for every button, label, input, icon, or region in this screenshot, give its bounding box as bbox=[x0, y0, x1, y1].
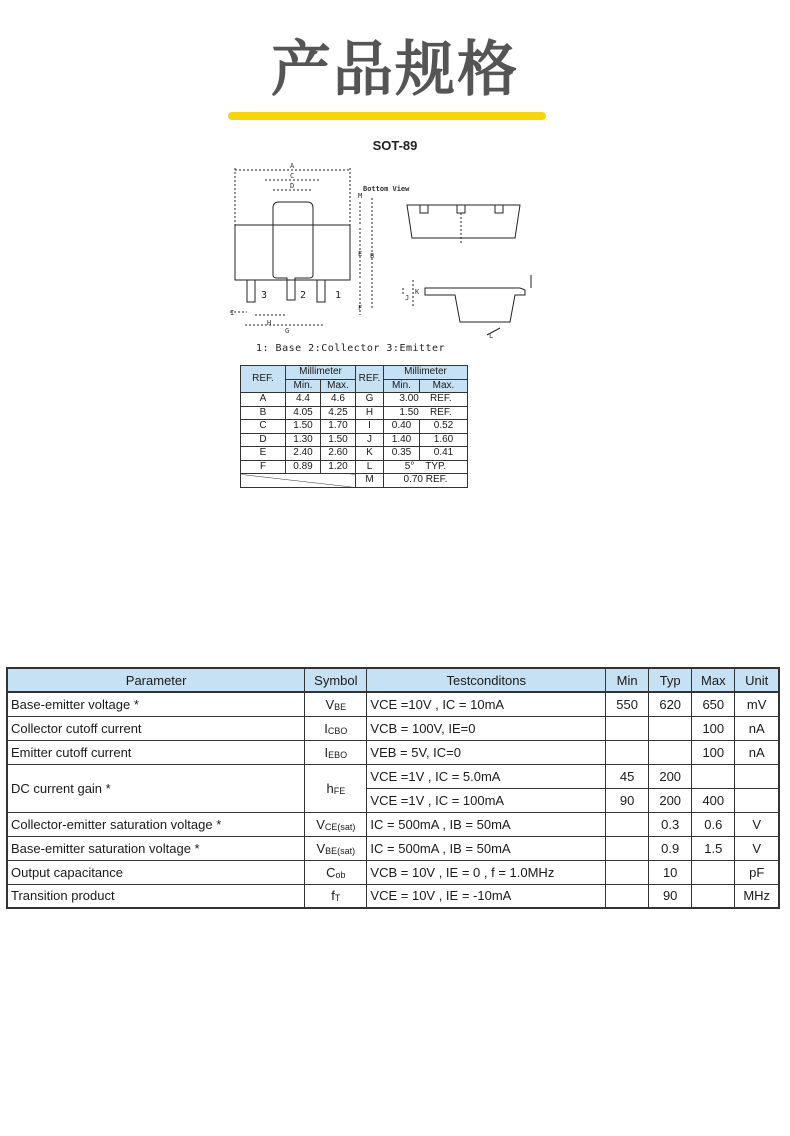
typ-cell: 10 bbox=[649, 860, 692, 884]
dims-value-2: 1.50 REF. bbox=[384, 406, 468, 420]
col-header-min: Min bbox=[606, 668, 649, 692]
symbol-cell bbox=[305, 860, 367, 884]
pin-3-lead bbox=[247, 280, 255, 302]
pin-1-lead bbox=[317, 280, 325, 302]
elec-row bbox=[7, 836, 779, 860]
symbol-main: V bbox=[325, 696, 335, 712]
symbol-subscript: T bbox=[334, 893, 341, 904]
typ-cell: 90 bbox=[649, 884, 692, 908]
pin-2-number: 2 bbox=[300, 290, 307, 301]
dims-value-2: 5° TYP. bbox=[384, 460, 468, 474]
min-cell: 90 bbox=[606, 788, 649, 812]
dims-ref-2: M bbox=[356, 474, 384, 488]
dims-ref: B bbox=[241, 406, 286, 420]
dims-ref-2: J bbox=[356, 433, 384, 447]
dims-ref-2: I bbox=[356, 420, 384, 434]
dims-max-2: 0.41 bbox=[420, 447, 468, 461]
unit-cell: nA bbox=[735, 716, 779, 740]
dims-ref-2: K bbox=[356, 447, 384, 461]
symbol-cell bbox=[305, 740, 367, 764]
package-body bbox=[235, 225, 350, 280]
param-cell: Collector-emitter saturation voltage * bbox=[7, 812, 305, 836]
collector-tab bbox=[273, 202, 313, 225]
symbol-main: I bbox=[324, 720, 328, 736]
max-cell bbox=[692, 764, 735, 788]
min-cell: 45 bbox=[606, 764, 649, 788]
symbol-subscript: FE bbox=[333, 785, 346, 796]
dims-row bbox=[241, 474, 515, 488]
condition-cell: VCB = 100V, IE=0 bbox=[367, 716, 606, 740]
dims-ref: A bbox=[241, 393, 286, 407]
elec-row bbox=[7, 884, 779, 908]
symbol-cell bbox=[305, 836, 367, 860]
min-cell bbox=[606, 836, 649, 860]
dims-min: 1.30 bbox=[286, 433, 321, 447]
unit-cell bbox=[735, 764, 779, 788]
symbol-cell bbox=[305, 884, 367, 908]
col-header-parameter: Parameter bbox=[7, 668, 305, 692]
dims-min: 4.4 bbox=[286, 393, 321, 407]
unit-cell: pF bbox=[735, 860, 779, 884]
dims-ref: F bbox=[241, 460, 286, 474]
max-cell: 400 bbox=[692, 788, 735, 812]
min-cell: 550 bbox=[606, 692, 649, 716]
dims-row bbox=[241, 420, 515, 434]
unit-cell: nA bbox=[735, 740, 779, 764]
elec-row bbox=[7, 860, 779, 884]
param-cell: Emitter cutoff current bbox=[7, 740, 305, 764]
min-cell bbox=[606, 716, 649, 740]
symbol-subscript: ob bbox=[335, 869, 346, 880]
col-header-typ: Typ bbox=[649, 668, 692, 692]
max-cell bbox=[692, 860, 735, 884]
elec-row bbox=[7, 812, 779, 836]
typ-cell: 620 bbox=[649, 692, 692, 716]
page-title: 产品规格 bbox=[271, 35, 519, 105]
condition-cell: VCE =1V , IC = 5.0mA bbox=[367, 764, 606, 788]
dims-value-2: 3.00 REF. bbox=[384, 393, 468, 407]
unit-cell: mV bbox=[735, 692, 779, 716]
package-name: SOT-89 bbox=[372, 138, 418, 153]
max-cell: 100 bbox=[692, 740, 735, 764]
condition-cell: IC = 500mA , IB = 50mA bbox=[367, 836, 606, 860]
side-view-bottom bbox=[425, 288, 525, 322]
dims-max: 4.25 bbox=[321, 406, 356, 420]
bottom-view-label: Bottom View bbox=[363, 185, 410, 193]
param-cell: Transition product bbox=[7, 884, 305, 908]
min-cell bbox=[606, 740, 649, 764]
param-cell: Collector cutoff current bbox=[7, 716, 305, 740]
symbol-subscript: CE(sat) bbox=[324, 821, 356, 832]
dims-max: 1.50 bbox=[321, 433, 356, 447]
dims-max: 1.20 bbox=[321, 460, 356, 474]
dims-max-2: 1.60 bbox=[420, 433, 468, 447]
max-cell: 100 bbox=[692, 716, 735, 740]
max-cell: 650 bbox=[692, 692, 735, 716]
pin-3-number: 3 bbox=[261, 290, 268, 301]
symbol-main: f bbox=[331, 888, 335, 904]
symbol-cell bbox=[305, 716, 367, 740]
max-cell bbox=[692, 884, 735, 908]
dim-L-label: L bbox=[489, 332, 494, 340]
dims-ref-header: REF. bbox=[241, 366, 286, 393]
max-cell: 1.5 bbox=[692, 836, 735, 860]
dim-H-label: H bbox=[267, 319, 272, 327]
unit-cell bbox=[735, 788, 779, 812]
condition-cell: IC = 500mA , IB = 50mA bbox=[367, 812, 606, 836]
dim-J-label: J bbox=[405, 294, 410, 302]
min-cell bbox=[606, 860, 649, 884]
dims-ref-header-2: REF. bbox=[356, 366, 384, 393]
min-cell bbox=[606, 812, 649, 836]
pin-legend: 1: Base 2:Collector 3:Emitter bbox=[256, 343, 446, 354]
dims-max: 1.70 bbox=[321, 420, 356, 434]
max-cell: 0.6 bbox=[692, 812, 735, 836]
dim-M-label: M bbox=[358, 192, 363, 200]
dims-max-header: Max. bbox=[321, 379, 356, 393]
elec-table-body bbox=[7, 692, 779, 908]
symbol-subscript: BE(sat) bbox=[325, 845, 356, 856]
col-header-conditions: Testconditons bbox=[367, 668, 606, 692]
elec-row bbox=[7, 740, 779, 764]
col-header-symbol: Symbol bbox=[305, 668, 367, 692]
condition-cell: VCE = 10V , IE = -10mA bbox=[367, 884, 606, 908]
dim-C-label: C bbox=[290, 172, 295, 180]
dim-E-label: E bbox=[358, 250, 363, 258]
dims-blank-diagonal bbox=[241, 474, 356, 488]
condition-cell: VCE =1V , IC = 100mA bbox=[367, 788, 606, 812]
dims-min: 2.40 bbox=[286, 447, 321, 461]
unit-cell: MHz bbox=[735, 884, 779, 908]
dims-row bbox=[241, 433, 515, 447]
dims-ref: D bbox=[241, 433, 286, 447]
col-header-unit: Unit bbox=[735, 668, 779, 692]
symbol-main: C bbox=[326, 864, 336, 880]
electrical-characteristics-table bbox=[6, 667, 780, 909]
dims-min: 4.05 bbox=[286, 406, 321, 420]
param-cell: Output capacitance bbox=[7, 860, 305, 884]
col-header-max: Max bbox=[692, 668, 735, 692]
dims-max: 4.6 bbox=[321, 393, 356, 407]
dims-min-2: 1.40 bbox=[384, 433, 420, 447]
dims-min: 0.89 bbox=[286, 460, 321, 474]
symbol-cell bbox=[305, 764, 367, 812]
dims-min-2: 0.40 bbox=[384, 420, 420, 434]
symbol-subscript: BE bbox=[334, 701, 347, 712]
dims-ref-2: G bbox=[356, 393, 384, 407]
dim-B-label: B bbox=[370, 252, 375, 260]
symbol-main: h bbox=[326, 780, 334, 796]
package-drawing bbox=[225, 160, 545, 360]
dims-row bbox=[241, 406, 515, 420]
symbol-subscript: EBO bbox=[328, 749, 348, 760]
symbol-main: V bbox=[316, 840, 326, 856]
param-cell: Base-emitter voltage * bbox=[7, 692, 305, 716]
dims-max-header-2: Max. bbox=[420, 379, 468, 393]
elec-row bbox=[7, 764, 779, 788]
dims-mm-header-2: Millimeter bbox=[384, 366, 468, 380]
elec-row bbox=[7, 716, 779, 740]
dims-min-header-2: Min. bbox=[384, 379, 420, 393]
dims-row bbox=[241, 393, 515, 407]
symbol-main: I bbox=[324, 744, 329, 760]
typ-cell: 0.3 bbox=[649, 812, 692, 836]
typ-cell: 0.9 bbox=[649, 836, 692, 860]
dims-ref-2: L bbox=[356, 460, 384, 474]
dims-max-2: 0.52 bbox=[420, 420, 468, 434]
unit-cell: V bbox=[735, 812, 779, 836]
dim-A-label: A bbox=[290, 162, 295, 170]
dims-min: 1.50 bbox=[286, 420, 321, 434]
param-cell: Base-emitter saturation voltage * bbox=[7, 836, 305, 860]
typ-cell bbox=[649, 740, 692, 764]
condition-cell: VCE =10V , IC = 10mA bbox=[367, 692, 606, 716]
dims-row bbox=[241, 460, 515, 474]
dim-F-label: F bbox=[358, 304, 363, 312]
condition-cell: VCB = 10V , IE = 0 , f = 1.0MHz bbox=[367, 860, 606, 884]
symbol-cell bbox=[305, 692, 367, 716]
typ-cell: 200 bbox=[649, 788, 692, 812]
typ-cell: 200 bbox=[649, 764, 692, 788]
typ-cell bbox=[649, 716, 692, 740]
dim-I-label: I bbox=[230, 309, 235, 317]
param-cell: DC current gain * bbox=[7, 764, 305, 812]
dims-min-header: Min. bbox=[286, 379, 321, 393]
title-underline bbox=[228, 112, 546, 120]
symbol-subscript: CBO bbox=[327, 725, 348, 736]
dims-table-body bbox=[241, 393, 515, 488]
min-cell bbox=[606, 884, 649, 908]
dims-row bbox=[241, 447, 515, 461]
dims-ref-2: H bbox=[356, 406, 384, 420]
dim-D-label: D bbox=[290, 182, 295, 190]
dims-mm-header: Millimeter bbox=[286, 366, 356, 380]
condition-cell: VEB = 5V, IC=0 bbox=[367, 740, 606, 764]
pin-1-number: 1 bbox=[335, 290, 342, 301]
unit-cell: V bbox=[735, 836, 779, 860]
elec-row bbox=[7, 692, 779, 716]
dims-ref: E bbox=[241, 447, 286, 461]
dims-max: 2.60 bbox=[321, 447, 356, 461]
dims-ref: C bbox=[241, 420, 286, 434]
dimensions-table bbox=[240, 365, 515, 488]
symbol-cell bbox=[305, 812, 367, 836]
package-outline-svg bbox=[225, 160, 545, 360]
dim-G-label: G bbox=[285, 327, 290, 335]
symbol-main: V bbox=[316, 816, 325, 832]
dim-K-label: K bbox=[415, 288, 420, 296]
dims-min-2: 0.35 bbox=[384, 447, 420, 461]
dims-value-2: 0.70 REF. bbox=[384, 474, 468, 488]
